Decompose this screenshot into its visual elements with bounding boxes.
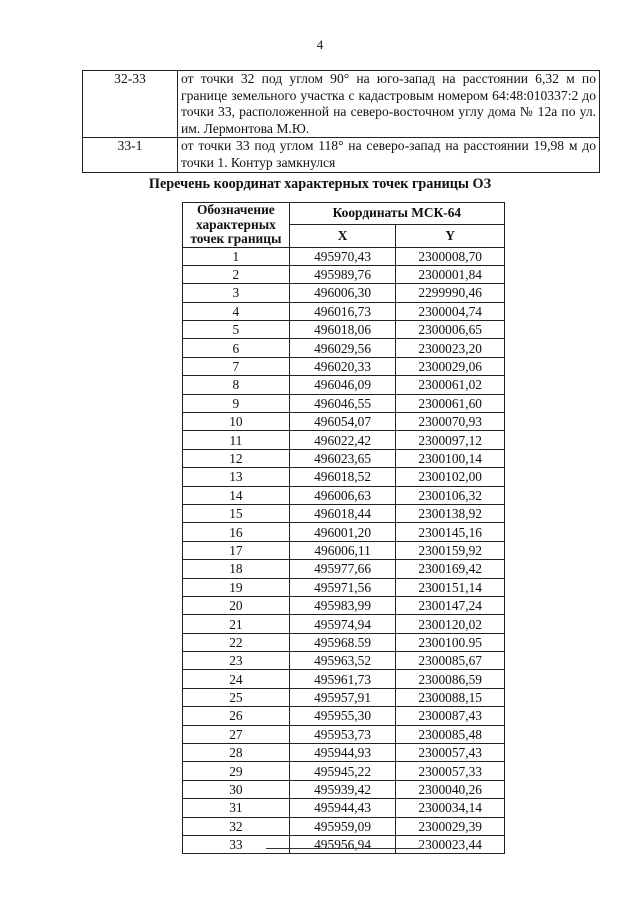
coordinate-row bbox=[183, 799, 505, 817]
x-coordinate-cell: 495977,66 bbox=[289, 560, 396, 578]
coordinates-table bbox=[182, 202, 505, 854]
point-number-cell: 13 bbox=[183, 468, 290, 486]
y-coordinate-cell: 2300085,67 bbox=[396, 652, 505, 670]
boundary-row bbox=[83, 138, 600, 172]
point-number-cell: 4 bbox=[183, 302, 290, 320]
coordinate-row bbox=[183, 633, 505, 651]
x-coordinate-cell: 496023,65 bbox=[289, 449, 396, 467]
x-coordinate-cell: 495944,43 bbox=[289, 799, 396, 817]
point-number-cell: 19 bbox=[183, 578, 290, 596]
x-coordinate-cell: 496022,42 bbox=[289, 431, 396, 449]
coordinate-row bbox=[183, 670, 505, 688]
x-coordinate-cell: 495971,56 bbox=[289, 578, 396, 596]
y-coordinate-cell: 2300057,43 bbox=[396, 744, 505, 762]
coordinate-row bbox=[183, 449, 505, 467]
y-coordinate-cell: 2300023,44 bbox=[396, 836, 505, 854]
point-number-cell: 17 bbox=[183, 541, 290, 559]
point-number-cell: 10 bbox=[183, 413, 290, 431]
coordinate-row bbox=[183, 486, 505, 504]
coordinate-row bbox=[183, 394, 505, 412]
point-number-cell: 11 bbox=[183, 431, 290, 449]
segment-description: от точки 33 под углом 118° на северо-запад на расстоянии 19,98 м до точки 1. Контур замкнулся bbox=[178, 138, 600, 172]
coordinate-row bbox=[183, 725, 505, 743]
coordinate-row bbox=[183, 744, 505, 762]
y-coordinate-cell: 2300100.95 bbox=[396, 633, 505, 651]
y-coordinate-cell: 2300023,20 bbox=[396, 339, 505, 357]
coordinate-row bbox=[183, 541, 505, 559]
point-number-cell: 22 bbox=[183, 633, 290, 651]
point-number-cell: 33 bbox=[183, 836, 290, 854]
point-number-cell: 1 bbox=[183, 247, 290, 265]
point-number-cell: 12 bbox=[183, 449, 290, 467]
coordinate-row bbox=[183, 376, 505, 394]
coordinate-row bbox=[183, 596, 505, 614]
coordinate-row bbox=[183, 578, 505, 596]
point-number-cell: 32 bbox=[183, 817, 290, 835]
header-point-designation: Обозначение характерных точек границы bbox=[183, 203, 290, 248]
y-coordinate-cell: 2300029,39 bbox=[396, 817, 505, 835]
point-number-cell: 30 bbox=[183, 780, 290, 798]
coordinate-row bbox=[183, 265, 505, 283]
y-coordinate-cell: 2300061,60 bbox=[396, 394, 505, 412]
coordinate-row bbox=[183, 339, 505, 357]
coordinate-row bbox=[183, 523, 505, 541]
point-number-cell: 2 bbox=[183, 265, 290, 283]
y-coordinate-cell: 2300008,70 bbox=[396, 247, 505, 265]
y-coordinate-cell: 2300006,65 bbox=[396, 321, 505, 339]
x-coordinate-cell: 495945,22 bbox=[289, 762, 396, 780]
x-coordinate-cell: 495956,94 bbox=[289, 836, 396, 854]
y-coordinate-cell: 2300034,14 bbox=[396, 799, 505, 817]
coordinate-row bbox=[183, 836, 505, 854]
boundary-description-table bbox=[82, 70, 600, 173]
x-coordinate-cell: 495939,42 bbox=[289, 780, 396, 798]
coordinate-row bbox=[183, 817, 505, 835]
x-coordinate-cell: 495970,43 bbox=[289, 247, 396, 265]
point-number-cell: 9 bbox=[183, 394, 290, 412]
coordinate-row bbox=[183, 321, 505, 339]
y-coordinate-cell: 2300145,16 bbox=[396, 523, 505, 541]
y-coordinate-cell: 2300151,14 bbox=[396, 578, 505, 596]
x-coordinate-cell: 496046,09 bbox=[289, 376, 396, 394]
point-number-cell: 16 bbox=[183, 523, 290, 541]
y-coordinate-cell: 2300169,42 bbox=[396, 560, 505, 578]
point-number-cell: 27 bbox=[183, 725, 290, 743]
y-coordinate-cell: 2300147,24 bbox=[396, 596, 505, 614]
point-number-cell: 26 bbox=[183, 707, 290, 725]
x-coordinate-cell: 495989,76 bbox=[289, 265, 396, 283]
coordinate-row bbox=[183, 468, 505, 486]
coordinate-row bbox=[183, 413, 505, 431]
y-coordinate-cell: 2300057,33 bbox=[396, 762, 505, 780]
y-coordinate-cell: 2300086,59 bbox=[396, 670, 505, 688]
x-coordinate-cell: 495944,93 bbox=[289, 744, 396, 762]
point-number-cell: 18 bbox=[183, 560, 290, 578]
point-number-cell: 5 bbox=[183, 321, 290, 339]
coordinate-row bbox=[183, 560, 505, 578]
x-coordinate-cell: 495963,52 bbox=[289, 652, 396, 670]
x-coordinate-cell: 495983,99 bbox=[289, 596, 396, 614]
x-coordinate-cell: 495974,94 bbox=[289, 615, 396, 633]
coordinate-row bbox=[183, 707, 505, 725]
coordinate-row bbox=[183, 615, 505, 633]
y-coordinate-cell: 2300097,12 bbox=[396, 431, 505, 449]
y-coordinate-cell: 2300004,74 bbox=[396, 302, 505, 320]
x-coordinate-cell: 496029,56 bbox=[289, 339, 396, 357]
point-number-cell: 20 bbox=[183, 596, 290, 614]
x-coordinate-cell: 495961,73 bbox=[289, 670, 396, 688]
y-coordinate-cell: 2300087,43 bbox=[396, 707, 505, 725]
coordinate-row bbox=[183, 688, 505, 706]
x-coordinate-cell: 495957,91 bbox=[289, 688, 396, 706]
x-coordinate-cell: 495968.59 bbox=[289, 633, 396, 651]
y-coordinate-cell: 2300040,26 bbox=[396, 780, 505, 798]
point-number-cell: 21 bbox=[183, 615, 290, 633]
segment-label: 32-33 bbox=[83, 71, 178, 138]
y-coordinate-cell: 2300100,14 bbox=[396, 449, 505, 467]
x-coordinate-cell: 496046,55 bbox=[289, 394, 396, 412]
coordinates-title: Перечень координат характерных точек границы ОЗ bbox=[148, 176, 492, 192]
point-number-cell: 15 bbox=[183, 504, 290, 522]
y-coordinate-cell: 2300138,92 bbox=[396, 504, 505, 522]
page-number: 4 bbox=[316, 37, 324, 52]
header-x: X bbox=[289, 225, 396, 247]
y-coordinate-cell: 2300061,02 bbox=[396, 376, 505, 394]
coordinate-row bbox=[183, 431, 505, 449]
y-coordinate-cell: 2300085,48 bbox=[396, 725, 505, 743]
x-coordinate-cell: 496006,30 bbox=[289, 284, 396, 302]
y-coordinate-cell: 2300070,93 bbox=[396, 413, 505, 431]
y-coordinate-cell: 2300088,15 bbox=[396, 688, 505, 706]
point-number-cell: 28 bbox=[183, 744, 290, 762]
point-number-cell: 31 bbox=[183, 799, 290, 817]
point-number-cell: 6 bbox=[183, 339, 290, 357]
point-number-cell: 7 bbox=[183, 357, 290, 375]
coordinate-row bbox=[183, 284, 505, 302]
header-coordinate-system: Координаты МСК-64 bbox=[289, 203, 504, 225]
x-coordinate-cell: 496006,11 bbox=[289, 541, 396, 559]
segment-label: 33-1 bbox=[83, 138, 178, 172]
y-coordinate-cell: 2300029,06 bbox=[396, 357, 505, 375]
y-coordinate-cell: 2300001,84 bbox=[396, 265, 505, 283]
x-coordinate-cell: 496018,44 bbox=[289, 504, 396, 522]
x-coordinate-cell: 496006,63 bbox=[289, 486, 396, 504]
point-number-cell: 8 bbox=[183, 376, 290, 394]
coordinate-row bbox=[183, 652, 505, 670]
y-coordinate-cell: 2300159,92 bbox=[396, 541, 505, 559]
y-coordinate-cell: 2300106,32 bbox=[396, 486, 505, 504]
x-coordinate-cell: 496020,33 bbox=[289, 357, 396, 375]
boundary-row bbox=[83, 71, 600, 138]
y-coordinate-cell: 2300102,00 bbox=[396, 468, 505, 486]
segment-description: от точки 32 под углом 90° на юго-запад на расстоянии 6,32 м по границе земельного участка с кадастровым номером 64:48:010337:2 до точки 33, расположенной на северо-восточном углу дома № 12а по ул. им. Лермонтова М.Ю. bbox=[178, 71, 600, 138]
coordinate-row bbox=[183, 302, 505, 320]
point-number-cell: 29 bbox=[183, 762, 290, 780]
x-coordinate-cell: 496001,20 bbox=[289, 523, 396, 541]
coordinate-row bbox=[183, 357, 505, 375]
y-coordinate-cell: 2300120,02 bbox=[396, 615, 505, 633]
coordinate-row bbox=[183, 504, 505, 522]
coordinate-row bbox=[183, 247, 505, 265]
x-coordinate-cell: 496054,07 bbox=[289, 413, 396, 431]
y-coordinate-cell: 2299990,46 bbox=[396, 284, 505, 302]
point-number-cell: 23 bbox=[183, 652, 290, 670]
x-coordinate-cell: 496018,06 bbox=[289, 321, 396, 339]
header-y: Y bbox=[396, 225, 505, 247]
point-number-cell: 3 bbox=[183, 284, 290, 302]
x-coordinate-cell: 495959,09 bbox=[289, 817, 396, 835]
x-coordinate-cell: 496018,52 bbox=[289, 468, 396, 486]
coordinate-row bbox=[183, 780, 505, 798]
point-number-cell: 25 bbox=[183, 688, 290, 706]
x-coordinate-cell: 496016,73 bbox=[289, 302, 396, 320]
x-coordinate-cell: 495955,30 bbox=[289, 707, 396, 725]
footer-divider bbox=[266, 848, 424, 849]
coordinate-row bbox=[183, 762, 505, 780]
point-number-cell: 24 bbox=[183, 670, 290, 688]
point-number-cell: 14 bbox=[183, 486, 290, 504]
x-coordinate-cell: 495953,73 bbox=[289, 725, 396, 743]
